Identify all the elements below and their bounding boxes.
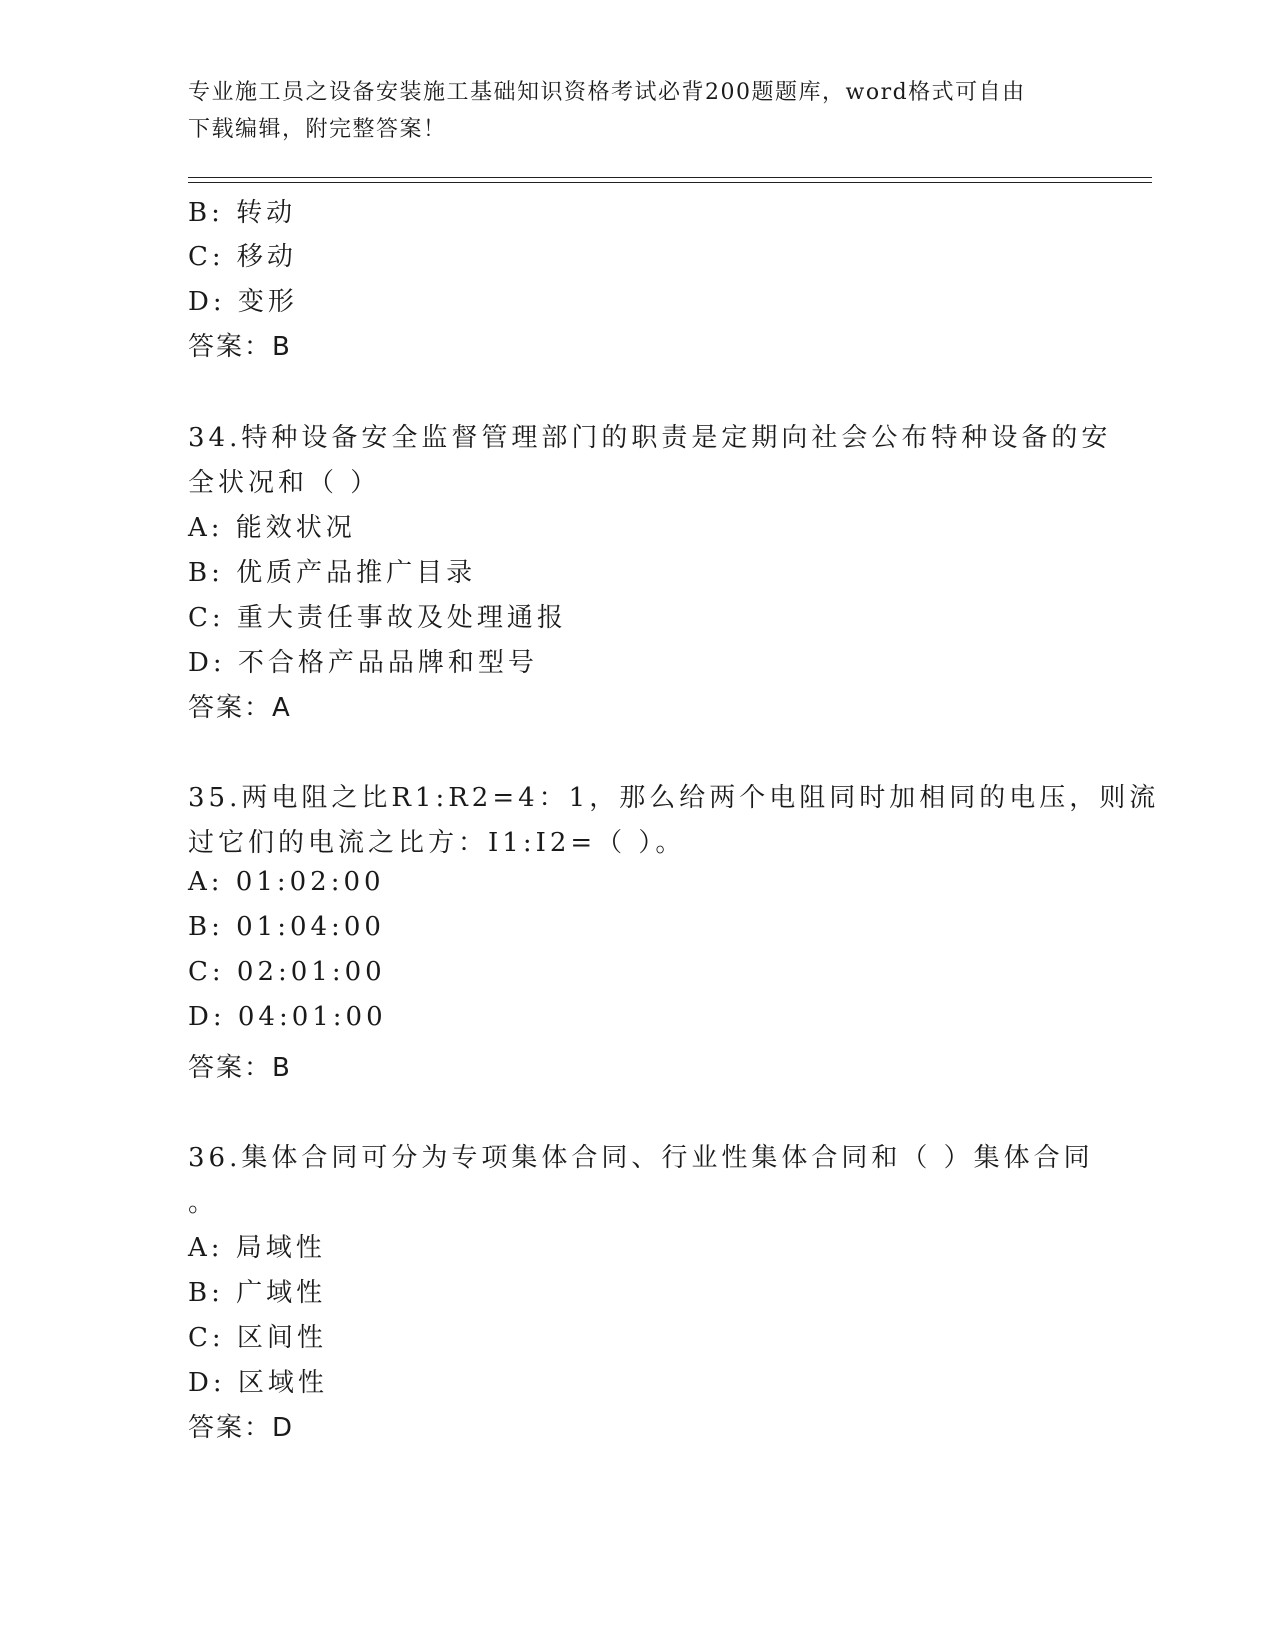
question-35-answer: 答案：B	[188, 1053, 292, 1083]
question-34-option-d: D: 不合格产品品牌和型号	[188, 648, 538, 678]
question-36-option-d: D: 区域性	[188, 1368, 328, 1398]
question-34-stem-line-2: 全状况和（ ）	[188, 468, 381, 498]
question-35-option-d: D: 04:01:00	[188, 1002, 387, 1032]
question-34-stem-line-1: 34.特种设备安全监督管理部门的职责是定期向社会公布特种设备的安	[188, 423, 1112, 453]
question-34-option-b: B: 优质产品推广目录	[188, 558, 477, 588]
question-34-option-c: C: 重大责任事故及处理通报	[188, 603, 567, 633]
document-header	[188, 74, 1088, 148]
question-35-stem-line-2: 过它们的电流之比方：I1:I2=（ ）。	[188, 828, 686, 858]
header-title-line-2: 下载编辑，附完整答案！	[188, 117, 447, 142]
question-35-stem-line-1: 35.两电阻之比R1:R2=4：1，那么给两个电阻同时加相同的电压，则流	[188, 783, 1160, 813]
header-divider-bottom	[188, 182, 1152, 183]
question-35-option-b: B: 01:04:00	[188, 912, 385, 942]
question-36-option-a: A: 局域性	[188, 1233, 326, 1263]
question-35-option-c: C: 02:01:00	[188, 957, 386, 987]
option-c: C: 移动	[188, 242, 297, 272]
option-d: D: 变形	[188, 287, 298, 317]
question-36-stem-line-2: 。	[188, 1188, 219, 1218]
header-title-line-1: 专业施工员之设备安装施工基础知识资格考试必背200题题库，word格式可自由	[188, 80, 1026, 105]
question-35-option-a: A: 01:02:00	[188, 867, 385, 897]
question-36-option-b: B: 广域性	[188, 1278, 327, 1308]
question-36-answer: 答案：D	[188, 1413, 295, 1443]
answer-line: 答案：B	[188, 332, 292, 362]
option-b: B: 转动	[188, 198, 297, 228]
question-34-answer: 答案：A	[188, 693, 292, 723]
header-divider-top	[188, 177, 1152, 178]
question-36-option-c: C: 区间性	[188, 1323, 327, 1353]
question-36-stem-line-1: 36.集体合同可分为专项集体合同、行业性集体合同和（ ）集体合同	[188, 1143, 1094, 1173]
question-34-option-a: A: 能效状况	[188, 513, 356, 543]
